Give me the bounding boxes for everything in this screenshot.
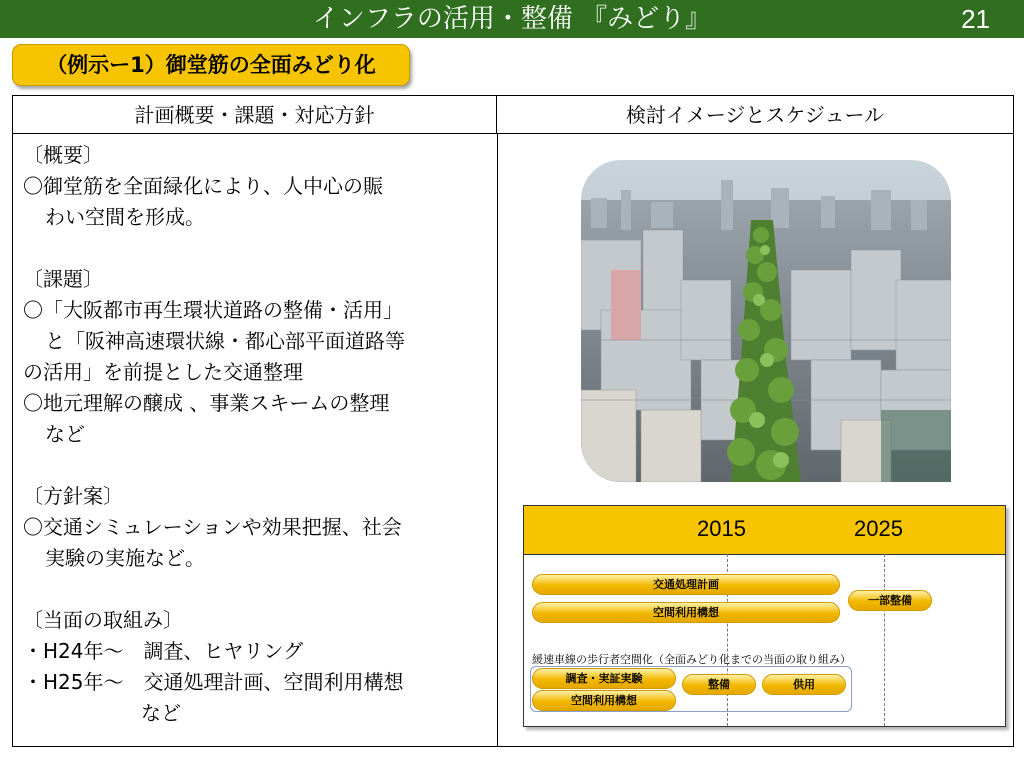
issues-line: 〇地元理解の醸成 、事業スキームの整理 [23,391,390,415]
schedule-chart [523,505,1006,727]
policy-line: 〇交通シミュレーションや効果把握、社会 [23,515,402,539]
column-divider [497,134,498,746]
left-column-header: 計画概要・課題・対応方針 [13,96,497,134]
space-concept-bar: 空間利用構想 [532,602,840,623]
service-bar: 供用 [762,674,846,695]
overview-line: 〇御堂筋を全面緑化により、人中心の賑 [23,174,383,198]
page-title: インフラの活用・整備 『みどり』 [312,4,712,34]
current-line: ・H25年～ 交通処理計画、空間利用構想 [23,670,404,694]
traffic-plan-bar: 交通処理計画 [532,574,840,595]
overview-heading: 〔概要〕 [23,143,103,167]
survey-experiment-bar: 調査・実証実験 [532,668,676,689]
current-heading: 〔当面の取組み〕 [23,608,183,632]
schedule-header [524,506,1005,555]
issues-line: 〇「大阪都市再生環状道路の整備・活用」 [23,298,403,322]
partial-maintenance-bar: 一部整備 [848,590,932,611]
aerial-city-photo [581,160,951,482]
policy-line: 実験の実施など。 [45,546,205,570]
page-number: 21 [961,4,990,34]
title-bar [0,0,1024,38]
right-column-header: 検討イメージとスケジュール [497,96,1013,134]
year-2015-label: 2015 [697,516,746,541]
year-2025-marker [884,554,885,726]
maintenance-bar: 整備 [682,674,756,695]
plan-summary-column [23,140,493,729]
example-label: （例示ー1）御堂筋の全面みどり化 [12,44,410,86]
schedule-note: 緩速車線の歩行者空間化（全面みどり化までの当面の取り組み） [532,653,851,666]
issues-line: の活用」を前提とした交通整理 [23,360,303,384]
issues-line: と「阪神高速環状線・都心部平面道路等 [45,329,405,353]
space-concept-bar-2: 空間利用構想 [532,690,676,711]
issues-heading: 〔課題〕 [23,267,103,291]
current-line: ・H24年～ 調査、ヒヤリング [23,639,304,663]
overview-line: わい空間を形成。 [45,205,205,229]
year-2025-label: 2025 [854,516,903,541]
policy-heading: 〔方針案〕 [23,484,123,508]
issues-line: など [45,422,85,446]
current-line: など [141,701,181,725]
